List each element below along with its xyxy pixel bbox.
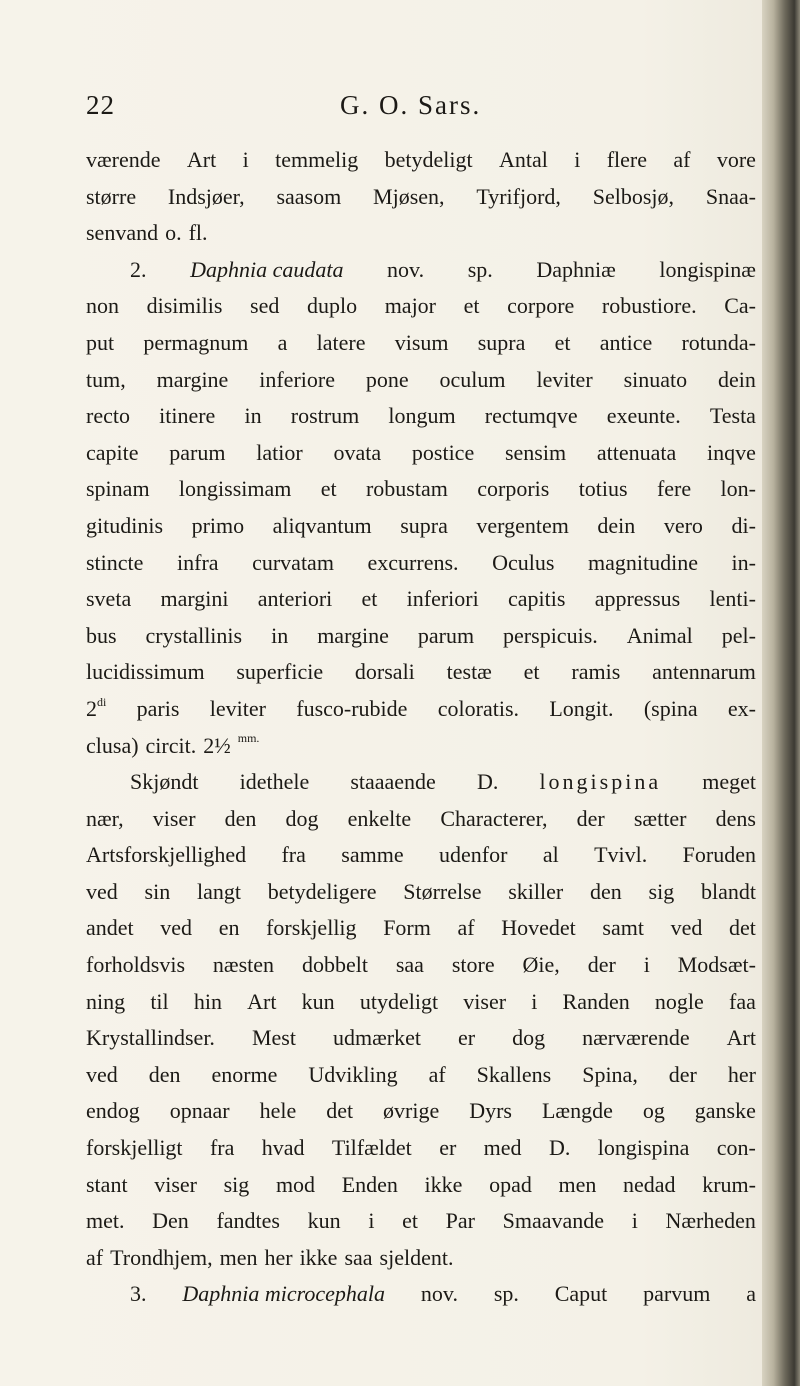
text-line: forholdsvis næsten dobbelt saa store Øie, der i Modsæt-: [86, 952, 756, 978]
text-line: ved den enorme Udvikling af Skallens Spina, der her: [86, 1061, 756, 1087]
text-line: capite parum latior ovata postice sensim attenuata inqve: [86, 439, 756, 465]
text-line: tum, margine inferiore pone oculum leviter sinuato dein: [86, 366, 756, 392]
text-line: sveta margini anteriori et inferiori capitis appressus lenti-: [86, 586, 756, 612]
text-line: Krystallindser. Mest udmærket er dog nærværende Art: [86, 1025, 756, 1051]
text-line: 3. Daphnia microcephala nov. sp. Caput parvum a: [130, 1281, 756, 1307]
text-line: stant viser sig mod Enden ikke opad men nedad krum-: [86, 1171, 756, 1197]
text-line: spinam longissimam et robustam corporis totius fere lon-: [86, 476, 756, 502]
text-line: clusa) circit. 2½ $^{mm.}$: [86, 731, 260, 758]
text-line: gitudinis primo aliqvantum supra vergentem dein vero di-: [86, 512, 756, 538]
body-text: [86, 147, 756, 1318]
text-line: ning til hin Art kun utydeligt viser i Randen nogle faa: [86, 988, 756, 1014]
text-line: 2. Daphnia caudata nov. sp. Daphniæ longispinæ: [130, 256, 756, 282]
text-line: værende Art i temmelig betydeligt Antal i flere af vore: [86, 147, 756, 172]
text-line: met. Den fandtes kun i et Par Smaavande i Nærheden: [86, 1208, 756, 1234]
text-line: af Trondhjem, men her ikke saa sjeldent.: [86, 1244, 454, 1270]
text-line: Skjøndt idethele staaaende D. longispina meget: [130, 769, 756, 795]
page-header: [86, 90, 756, 124]
text-line: bus crystallinis in margine parum perspicuis. Animal pel-: [86, 622, 756, 648]
text-line: non disimilis sed duplo major et corpore robustiore. Ca-: [86, 293, 756, 319]
text-line: større Indsjøer, saasom Mjøsen, Tyrifjord, Selbosjø, Snaa-: [86, 183, 756, 209]
page-number: 22: [86, 90, 115, 120]
text-line: nær, viser den dog enkelte Characterer, der sætter dens: [86, 805, 756, 831]
text-line: recto itinere in rostrum longum rectumqve exeunte. Testa: [86, 403, 756, 429]
text-line: ved sin langt betydeligere Størrelse skiller den sig blandt: [86, 878, 756, 904]
book-spine-edge: [762, 0, 800, 1386]
text-line: forskjelligt fra hvad Tilfældet er med D. longispina con-: [86, 1135, 756, 1161]
text-line: senvand o. fl.: [86, 220, 208, 246]
text-line: endog opnaar hele det øvrige Dyrs Længde og ganske: [86, 1098, 756, 1124]
text-line: $2^{di}$ paris leviter fusco-rubide coloratis. Longit. (spina ex-: [86, 694, 756, 721]
text-line: stincte infra curvatam excurrens. Oculus magnitudine in-: [86, 549, 756, 575]
text-line: lucidissimum superficie dorsali testæ et ramis antennarum: [86, 659, 756, 685]
text-line: put permagnum a latere visum supra et antice rotunda-: [86, 329, 756, 355]
running-head: G. O. Sars.: [340, 90, 482, 120]
text-line: andet ved en forskjellig Form af Hovedet samt ved det: [86, 915, 756, 941]
text-line: Artsforskjellighed fra samme udenfor al Tvivl. Foruden: [86, 842, 756, 868]
